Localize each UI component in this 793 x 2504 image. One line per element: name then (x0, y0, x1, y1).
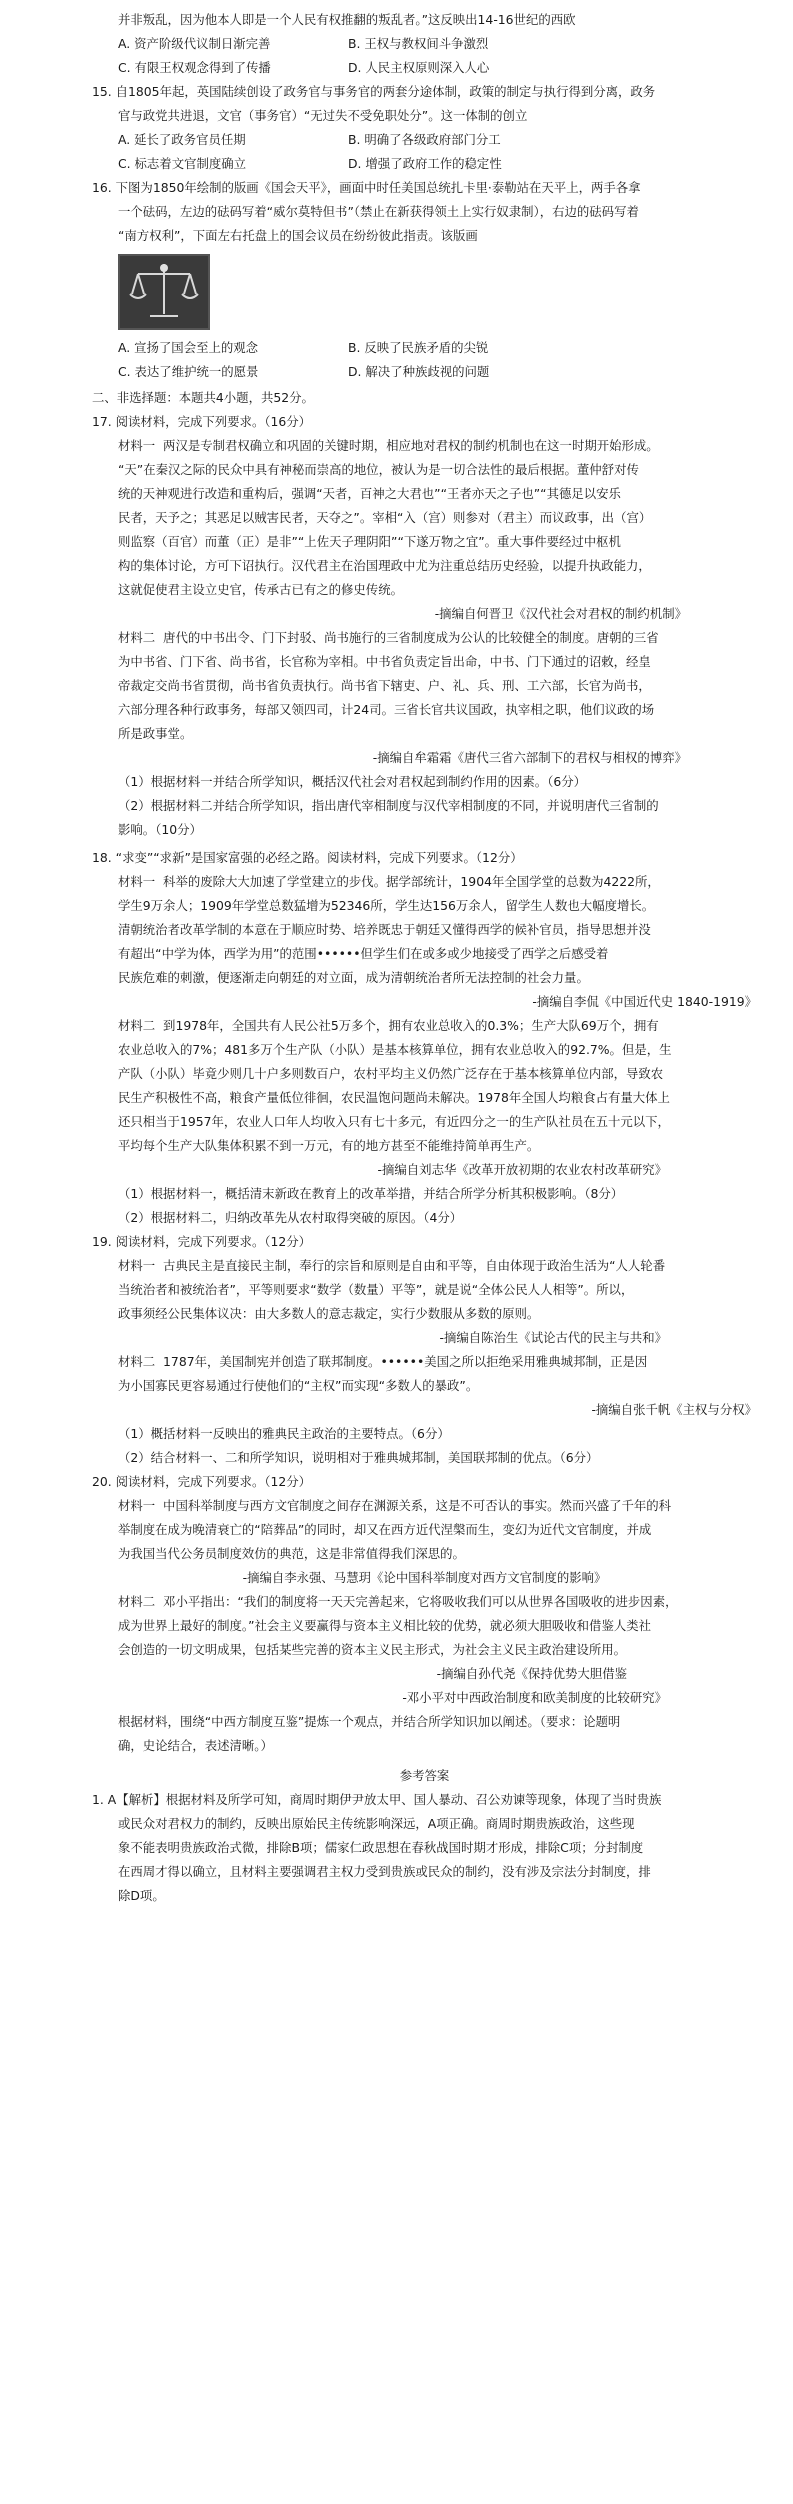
q19-req-1: （1）概括材料一反映出的雅典民主政治的主要特点。（6分） (118, 1426, 450, 1441)
q19-m2-line: 材料二 1787年，美国制宪并创造了联邦制度。••••••美国之所以拒绝采用雅典城邦制，正是因 (118, 1354, 648, 1369)
q14-option-d[interactable]: D. 人民主权原则深入人心 (348, 60, 490, 75)
q16-option-c[interactable]: C. 表达了维护统一的愿景 (118, 364, 259, 379)
q17-req-2: （2）根据材料二并结合所学知识，指出唐代宰相制度与汉代宰相制度的不同，并说明唐代三省制的 (118, 798, 659, 813)
q20-m2-source-cont: -邓小平对中西政治制度和欧美制度的比较研究》 (402, 1690, 667, 1705)
q20-m2-source: -摘编自孙代尧《保持优势大胆借鉴 (436, 1666, 627, 1681)
q16-option-d[interactable]: D. 解决了种族歧视的问题 (348, 364, 490, 379)
q16-options (92, 336, 757, 384)
q17-m1-line: 这就促使君主设立史官，传承古已有之的修史传统。 (118, 582, 403, 597)
q18-m1-line: 清朝统治者改革学制的本意在于顺应时势、培养既忠于朝廷又懂得西学的候补官员，指导思想并没 (118, 922, 651, 937)
answer-1-line: 在西周才得以确立，且材料主要强调君主权力受到贵族或民众的制约，没有涉及宗法分封制度，排 (118, 1864, 651, 1879)
q14-option-c[interactable]: C. 有限王权观念得到了传播 (118, 60, 271, 75)
q16-option-b[interactable]: B. 反映了民族矛盾的尖锐 (348, 340, 489, 355)
q18-m2-line: 农业总收入的7%；481多万个生产队（小队）是基本核算单位，拥有农业总收入的92.7%。但是，生 (118, 1042, 672, 1057)
q17-m2-line: 六部分理各种行政事务，每部又领四司，计24司。三省长官共议国政，执宰相之职，他们议政的场 (118, 702, 655, 717)
answers-title: 参考答案 (399, 1768, 450, 1783)
q20-m1-source: -摘编自李永强、马慧玥《论中国科举制度对西方文官制度的影响》 (242, 1570, 607, 1585)
q19-req-2: （2）结合材料一、二和所学知识，说明相对于雅典城邦制，美国联邦制的优点。（6分） (118, 1450, 599, 1465)
q15-option-b[interactable]: B. 明确了各级政府部门分工 (348, 132, 501, 147)
q17-head: 17. 阅读材料，完成下列要求。（16分） (92, 414, 312, 429)
q17-m1-line: 构的集体讨论，方可下诏执行。汉代君主在治国理政中尤为注重总结历史经验，以提升执政能力， (118, 558, 651, 573)
q19-m2-source: -摘编自张千帆《主权与分权》 (591, 1402, 757, 1417)
q20-req-line: 确，史论结合，表述清晰。） (118, 1738, 273, 1753)
q18-m2-line: 材料二 到1978年，全国共有人民公社5万多个，拥有农业总收入的0.3%；生产大队69万个，拥有 (118, 1018, 659, 1033)
q18-m1-line: 有超出“中学为体，西学为用”的范围••••••但学生们在或多或少地接受了西学之后感受着 (118, 946, 609, 961)
q16-line-3: “南方权利”，下面左右托盘上的国会议员在纷纷彼此指责。该版画 (118, 228, 478, 243)
answer-1-line: 1. A【解析】根据材料及所学可知，商周时期伊尹放太甲、国人暴动、召公劝谏等现象，体现了当时贵族 (92, 1792, 662, 1807)
q18-m1-line: 民族危难的刺激，便逐渐走向朝廷的对立面，成为清朝统治者所无法控制的社会力量。 (118, 970, 589, 985)
q17-req-1: （1）根据材料一并结合所学知识，概括汉代社会对君权起到制约作用的因素。（6分） (118, 774, 587, 789)
q17-m1-line: “天”在秦汉之际的民众中具有神秘而崇高的地位，被认为是一切合法性的最后根据。董仲舒对传 (118, 462, 639, 477)
q18-m1-source: -摘编自李侃《中国近代史 1840-1919》 (532, 994, 757, 1009)
q18-req-1: （1）根据材料一，概括清末新政在教育上的改革举措，并结合所学分析其积极影响。（8分） (118, 1186, 624, 1201)
q18-m2-line: 产队（小队）毕竟少则几十户多则数百户，农村平均主义仍然广泛存在于基本核算单位内部，导致农 (118, 1066, 664, 1081)
q17-m1-line: 民者，天予之；其恶足以贼害民者，天夺之”。宰相“入（宫）则参对（君主）而议政事，出（宫） (118, 510, 652, 525)
q18-m2-line: 民生产积极性不高，粮食产量低位徘徊，农民温饱问题尚未解决。1978年全国人均粮食占有量大体上 (118, 1090, 670, 1105)
answer-1-line: 或民众对君权力的制约，反映出原始民主传统影响深远，A项正确。商周时期贵族政治，这些现 (118, 1816, 635, 1831)
q18-m1-line: 材料一 科举的废除大大加速了学堂建立的步伐。据学部统计，1904年全国学堂的总数为4222所， (118, 874, 660, 889)
q17-req-2-cont: 影响。（10分） (118, 822, 202, 837)
q20-m1-line: 举制度在成为晚清衰亡的“陪葬品”的同时，却又在西方近代涅槃而生，变幻为近代文官制度，并成 (118, 1522, 652, 1537)
q18-m1-line: 学生9万余人；1909年学堂总数猛增为52346所，学生达156万余人，留学生人数也大幅度增长。 (118, 898, 655, 913)
q20-m2-line: 材料二 邓小平指出：“我们的制度将一天天完善起来，它将吸收我们可以从世界各国吸收的进步因素， (118, 1594, 678, 1609)
q20-req-line: 根据材料，围绕“中西方制度互鉴”提炼一个观点，并结合所学知识加以阐述。（要求：论题明 (118, 1714, 621, 1729)
scale-figure-icon (120, 256, 208, 328)
q17-m2-line: 帝裁定交尚书省贯彻，尚书省负责执行。尚书省下辖吏、户、礼、兵、刑、工六部，长官为尚书， (118, 678, 651, 693)
q16-option-a[interactable]: A. 宣扬了国会至上的观念 (118, 340, 259, 355)
q14-option-b[interactable]: B. 王权与教权间斗争激烈 (348, 36, 489, 51)
q19-m1-source: -摘编自陈治生《试论古代的民主与共和》 (439, 1330, 667, 1345)
q19-m1-line: 政事须经公民集体议决：由大多数人的意志裁定，实行少数服从多数的原则。 (118, 1306, 540, 1321)
q18-req-2: （2）根据材料二，归纳改革先从农村取得突破的原因。（4分） (118, 1210, 463, 1225)
engraving-image (118, 254, 210, 330)
q15-line-1: 15. 自1805年起，英国陆续创设了政务官与事务官的两套分途体制，政策的制定与执行得到分离，政务 (92, 84, 656, 99)
q15-options (92, 128, 757, 176)
q15-option-d[interactable]: D. 增强了政府工作的稳定性 (348, 156, 502, 171)
answer-1-line: 象不能表明贵族政治式微，排除B项；儒家仁政思想在春秋战国时期才形成，排除C项；分封制度 (118, 1840, 644, 1855)
q20-head: 20. 阅读材料，完成下列要求。（12分） (92, 1474, 312, 1489)
q19-m1-line: 当统治者和被统治者”，平等则要求“数学（数量）平等”，就是说“全体公民人人相等”。所以， (118, 1282, 634, 1297)
q17-m1-line: 材料一 两汉是专制君权确立和巩固的关键时期，相应地对君权的制约机制也在这一时期开始形成。 (118, 438, 659, 453)
section-2-heading: 二、非选择题：本题共4小题，共52分。 (92, 390, 314, 405)
q17-m1-line: 统的天神观进行改造和重构后，强调“天者，百神之大君也”“王者亦天之子也”“其德足以安乐 (118, 486, 621, 501)
q16-line-1: 16. 下图为1850年绘制的版画《国会天平》，画面中时任美国总统扎卡里·泰勒站在天平上，两手各拿 (92, 180, 641, 195)
q18-m2-line: 还只相当于1957年，农业人口年人均收入只有七十多元，有近四分之一的生产队社员在五十元以下， (118, 1114, 670, 1129)
q14-tail: 并非叛乱，因为他本人即是一个人民有权推翻的叛乱者。”这反映出14-16世纪的西欧 (118, 12, 576, 27)
q17-m2-line: 材料二 唐代的中书出令、门下封驳、尚书施行的三省制度成为公认的比较健全的制度。唐朝的三省 (118, 630, 659, 645)
q18-m2-line: 平均每个生产大队集体积累不到一万元，有的地方甚至不能维持简单再生产。 (118, 1138, 540, 1153)
q15-line-2: 官与政党共进退，文官（事务官）“无过失不受免职处分”。这一体制的创立 (118, 108, 528, 123)
q14-options (92, 32, 757, 80)
q19-m1-line: 材料一 古典民主是直接民主制，奉行的宗旨和原则是自由和平等，自由体现于政治生活为“人人轮番 (118, 1258, 666, 1273)
q19-m2-line: 为小国寡民更容易通过行使他们的“主权”而实现“多数人的暴政”。 (118, 1378, 479, 1393)
q18-m2-source: -摘编自刘志华《改革开放初期的农业农村改革研究》 (377, 1162, 667, 1177)
q20-m1-line: 为我国当代公务员制度效仿的典范，这是非常值得我们深思的。 (118, 1546, 465, 1561)
q19-head: 19. 阅读材料，完成下列要求。（12分） (92, 1234, 312, 1249)
q16-line-2: 一个砝码，左边的砝码写着“威尔莫特但书”（禁止在新获得领土上实行奴隶制），右边的砝码写着 (118, 204, 639, 219)
q17-m2-line: 为中书省、门下省、尚书省，长官称为宰相。中书省负责定旨出命，中书、门下通过的诏敕，经皇 (118, 654, 651, 669)
q17-m2-source: -摘编自牟霜霜《唐代三省六部制下的君权与相权的博弈》 (372, 750, 687, 765)
q15-option-c[interactable]: C. 标志着文官制度确立 (118, 156, 247, 171)
q17-m2-line: 所是政事堂。 (118, 726, 193, 741)
q17-m1-source: -摘编自何晋卫《汉代社会对君权的制约机制》 (434, 606, 687, 621)
q14-option-a[interactable]: A. 资产阶级代议制日渐完善 (118, 36, 271, 51)
q18-head: 18. “求变”“求新”是国家富强的必经之路。阅读材料，完成下列要求。（12分） (92, 850, 523, 865)
q17-m1-line: 则监察（百官）而董（正）是非”“上佐天子理阴阳”“下遂万物之宜”。重大事件要经过中枢机 (118, 534, 621, 549)
answer-1-line: 除D项。 (118, 1888, 165, 1903)
q20-m2-line: 会创造的一切文明成果，包括某些完善的资本主义民主形式，为社会主义民主政治建设所用。 (118, 1642, 627, 1657)
q20-m2-line: 成为世界上最好的制度。”社会主义要赢得与资本主义相比较的优势，就必须大胆吸收和借鉴人类社 (118, 1618, 652, 1633)
q20-m1-line: 材料一 中国科举制度与西方文官制度之间存在渊源关系，这是不可否认的事实。然而兴盛了千年的科 (118, 1498, 672, 1513)
q15-option-a[interactable]: A. 延长了政务官员任期 (118, 132, 246, 147)
